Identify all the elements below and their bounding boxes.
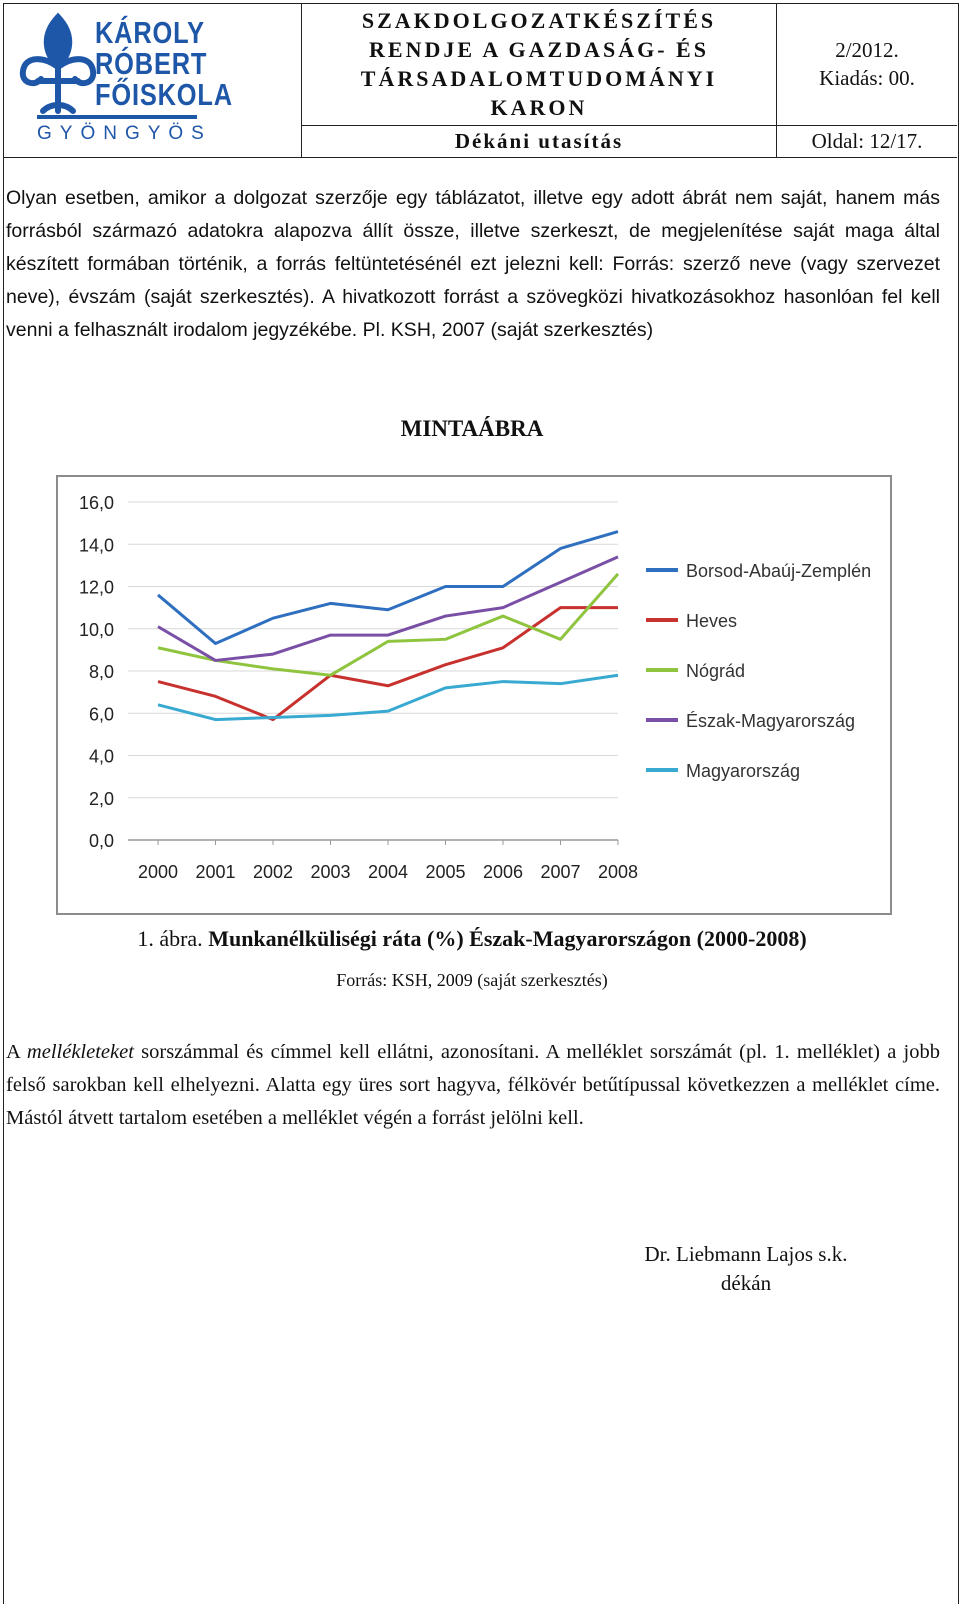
logo-cell	[3, 3, 302, 157]
page-number: Oldal: 12/17.	[811, 129, 923, 153]
y-tick-label: 12,0	[78, 577, 114, 598]
legend-label: Magyarország	[686, 761, 801, 781]
signature-block	[600, 1240, 892, 1298]
edition: Kiadás: 00.	[819, 66, 915, 90]
document-title: SZAKDOLGOZATKÉSZÍTÉS RENDJE A GAZDASÁG- ÉS TÁRSADALOMTUDOMÁNYI KARON	[360, 8, 718, 120]
figure-source: Forrás: KSH, 2009 (saját szerkesztés)	[336, 970, 608, 990]
paragraph2-emphasis: mellékleteket	[26, 1041, 134, 1063]
legend-label: Észak-Magyarország	[686, 711, 856, 731]
legend-label: Borsod-Abaúj-Zemplén	[686, 561, 872, 581]
caption-prefix: 1. ábra.	[137, 926, 203, 951]
x-tick-label: 2002	[252, 862, 294, 882]
paragraph2-rest: sorszámmal és címmel kell ellátni, azonosítani. A melléklet sorszámát (pl. 1. melléklet) a jobb felső sarokban kell elhelyezni. Alatta egy üres sort hagyva, félkövér betűtípussal következzen a melléklet címe. Mástól átvett tartalom esetében a melléklet végén a forrást jelölni kell.	[6, 1041, 940, 1129]
line-chart	[58, 477, 890, 913]
body-paragraph-2	[6, 1036, 940, 1135]
caption-title: Munkanélküliségi ráta (%) Észak-Magyarországon (2000-2008)	[208, 926, 807, 951]
document-header	[3, 3, 957, 158]
paragraph2-start: A	[6, 1041, 27, 1063]
document-title-cell	[302, 3, 777, 126]
x-tick-label: 2003	[310, 862, 351, 882]
fleur-de-lis-logo-icon	[13, 11, 103, 121]
legend-label: Heves	[686, 611, 738, 631]
y-tick-label: 10,0	[78, 619, 114, 640]
figure-heading: MINTAÁBRA	[400, 416, 544, 441]
x-tick-label: 2006	[482, 862, 524, 882]
y-tick-label: 2,0	[88, 788, 114, 809]
y-tick-label: 6,0	[88, 704, 114, 725]
signature-role: dékán	[720, 1271, 772, 1295]
chart-frame	[56, 475, 892, 915]
document-number: 2/2012.	[835, 38, 899, 62]
signature-name: Dr. Liebmann Lajos s.k.	[644, 1242, 848, 1266]
x-tick-label: 2004	[367, 862, 409, 882]
y-tick-label: 16,0	[78, 493, 114, 513]
document-type: Dékáni utasítás	[302, 126, 777, 157]
y-tick-label: 4,0	[88, 746, 114, 767]
legend-label: Nógrád	[686, 661, 746, 681]
figure-caption	[0, 926, 944, 952]
x-tick-label: 2000	[137, 862, 179, 882]
x-tick-label: 2001	[195, 862, 236, 882]
x-tick-label: 2008	[597, 862, 639, 882]
logo-wordmark: KÁROLY RÓBERT FŐISKOLA	[95, 15, 233, 112]
logo-city: GYÖNGYÖS	[37, 123, 212, 144]
y-tick-label: 8,0	[88, 662, 114, 682]
x-tick-label: 2005	[425, 862, 466, 882]
y-tick-label: 14,0	[78, 535, 114, 556]
x-tick-label: 2007	[540, 862, 581, 882]
y-tick-label: 0,0	[88, 831, 114, 851]
document-number-cell	[777, 3, 957, 126]
body-paragraph-1: Olyan esetben, amikor a dolgozat szerzője egy táblázatot, illetve egy adott ábrát nem saját, hanem más forrásból származó adatokra alapozva állít össze, illetve szerkeszt, de megjelenítése saját maga által készített formában történik, a forrás feltüntetésénél ezt jelezni kell: Forrás: szerző neve (vagy szervezet neve), évszám (saját szerkesztés). A hivatkozott forrást a szövegközi hivatkozásokhoz hasonlóan fel kell venni a felhasznált irodalom jegyzékébe. Pl. KSH, 2007 (saját szerkesztés)	[6, 187, 940, 341]
